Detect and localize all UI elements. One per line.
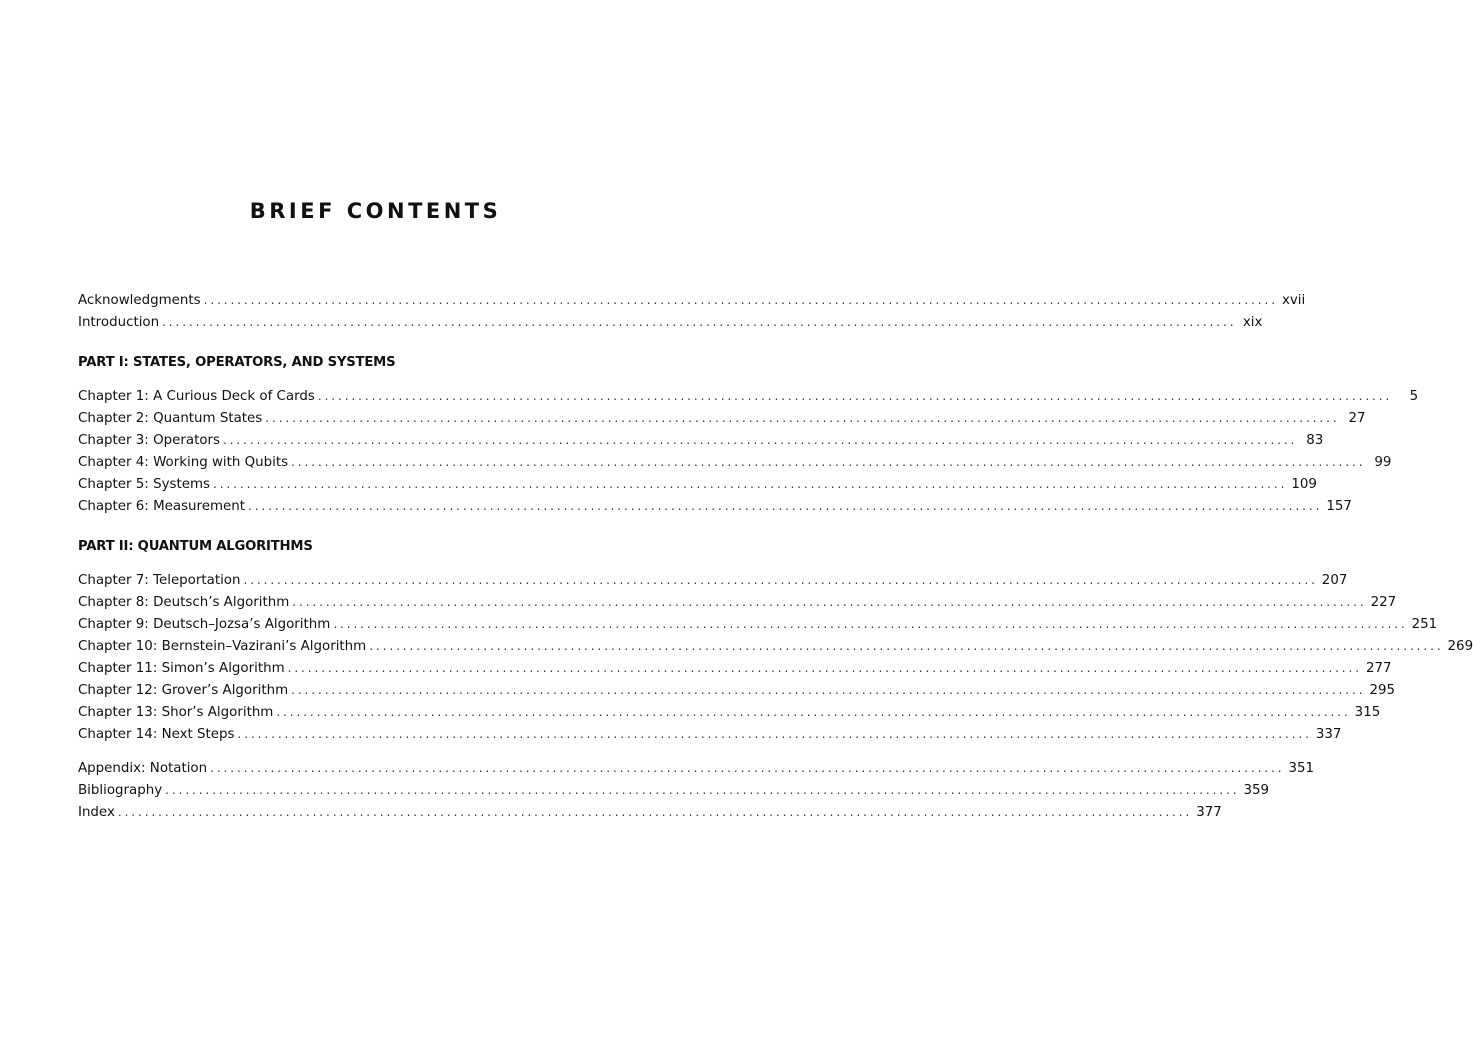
toc-entry-label: Chapter 9: Deutsch–Jozsa’s Algorithm (78, 614, 333, 636)
toc-entry-label: Chapter 12: Grover’s Algorithm (78, 680, 291, 702)
toc-entry-page: 251 (1411, 617, 1438, 632)
toc-entry-label: Chapter 11: Simon’s Algorithm (78, 658, 288, 680)
dot-leader: ................................................................................................................................................................ (248, 499, 1323, 513)
dot-leader: ................................................................................................................................................................ (292, 595, 1367, 609)
dot-leader: ................................................................................................................................................................ (165, 783, 1240, 797)
dot-leader: ................................................................................................................................................................ (276, 705, 1351, 719)
toc-entry[interactable] (78, 385, 1419, 407)
toc-entry[interactable] (78, 289, 1306, 311)
toc-entry[interactable] (78, 311, 1263, 333)
toc-entry[interactable] (78, 801, 1222, 823)
page-title: BRIEF CONTENTS (249, 199, 502, 223)
toc-entry-label: Chapter 2: Quantum States (78, 408, 265, 430)
toc-entry-label: Chapter 7: Teleportation (78, 570, 243, 592)
toc-entry-page: 83 (1306, 433, 1324, 448)
dot-leader: ................................................................................................................................................................ (210, 761, 1285, 775)
toc-entry-label: Appendix: Notation (78, 758, 210, 780)
toc-entry[interactable] (78, 613, 1438, 635)
toc-entry-label: Chapter 13: Shor’s Algorithm (78, 702, 276, 724)
toc-entry-page: 377 (1196, 805, 1222, 820)
dot-leader: ................................................................................................................................................................ (291, 455, 1366, 469)
toc-entry[interactable] (78, 779, 1270, 801)
toc-entry[interactable] (78, 451, 1392, 473)
front-matter-group (78, 289, 1306, 333)
part-heading: PART I: STATES, OPERATORS, AND SYSTEMS (78, 355, 396, 370)
dot-leader: ................................................................................................................................................................ (203, 293, 1278, 307)
toc-entry-page: 351 (1288, 761, 1314, 776)
toc-entry-page: 5 (1409, 389, 1419, 404)
dot-leader: ................................................................................................................................................................ (265, 411, 1340, 425)
toc-entry-page: 227 (1370, 595, 1397, 610)
toc-entry[interactable] (78, 723, 1342, 745)
toc-entry-label: Chapter 3: Operators (78, 430, 223, 452)
dot-leader: ................................................................................................................................................................ (333, 617, 1408, 631)
part-2-group (78, 536, 1473, 745)
toc-entry-page: 337 (1315, 727, 1342, 742)
dot-leader: ................................................................................................................................................................ (287, 661, 1362, 675)
toc-entry-label: Acknowledgments (78, 290, 204, 312)
toc-entry[interactable] (78, 407, 1366, 429)
dot-leader: ................................................................................................................................................................ (162, 315, 1237, 329)
dot-leader: ................................................................................................................................................................ (243, 573, 1318, 587)
dot-leader: ................................................................................................................................................................ (317, 389, 1393, 403)
toc-entry-page: 359 (1243, 783, 1270, 798)
toc-entry[interactable] (78, 657, 1392, 679)
dot-leader: ................................................................................................................................................................ (291, 683, 1366, 697)
toc-entry[interactable] (78, 473, 1317, 495)
dot-leader: ................................................................................................................................................................ (237, 727, 1312, 741)
toc-entry-page: 157 (1326, 499, 1352, 514)
dot-leader: ................................................................................................................................................................ (369, 639, 1444, 653)
toc-entry[interactable] (78, 679, 1395, 701)
toc-entry-label: Index (78, 802, 118, 824)
table-of-contents (78, 289, 1473, 823)
toc-entry-page: 207 (1321, 573, 1348, 588)
toc-entry[interactable] (78, 757, 1314, 779)
dot-leader: ................................................................................................................................................................ (223, 433, 1298, 447)
toc-entry[interactable] (78, 591, 1397, 613)
toc-entry-label: Chapter 6: Measurement (78, 496, 248, 518)
toc-entry[interactable] (78, 635, 1473, 657)
toc-entry[interactable] (78, 569, 1348, 591)
toc-entry[interactable] (78, 495, 1352, 517)
toc-entry-page: xvii (1281, 293, 1306, 308)
part-heading: PART II: QUANTUM ALGORITHMS (78, 539, 313, 554)
toc-entry-page: 315 (1354, 705, 1381, 720)
toc-entry-page: 99 (1374, 455, 1392, 470)
part-1-group (78, 352, 1419, 517)
toc-entry[interactable] (78, 701, 1381, 723)
toc-entry-page: 295 (1369, 683, 1395, 698)
toc-entry-label: Bibliography (78, 780, 165, 802)
toc-entry-page: 269 (1447, 639, 1473, 654)
toc-entry-page: xix (1242, 315, 1263, 330)
toc-entry-label: Chapter 14: Next Steps (78, 724, 238, 746)
toc-entry-label: Introduction (78, 312, 162, 334)
toc-entry-label: Chapter 1: A Curious Deck of Cards (78, 386, 318, 408)
toc-entry-page: 27 (1348, 411, 1366, 426)
toc-entry-page: 277 (1365, 661, 1392, 676)
toc-entry-label: Chapter 5: Systems (78, 474, 213, 496)
toc-entry[interactable] (78, 429, 1324, 451)
toc-entry-page: 109 (1291, 477, 1317, 492)
toc-entry-label: Chapter 8: Deutsch’s Algorithm (78, 592, 292, 614)
back-matter-group (78, 757, 1314, 823)
toc-entry-label: Chapter 4: Working with Qubits (78, 452, 291, 474)
dot-leader: ................................................................................................................................................................ (213, 477, 1288, 491)
dot-leader: ................................................................................................................................................................ (117, 805, 1193, 819)
toc-entry-label: Chapter 10: Bernstein–Vazirani’s Algorithm (78, 636, 369, 658)
